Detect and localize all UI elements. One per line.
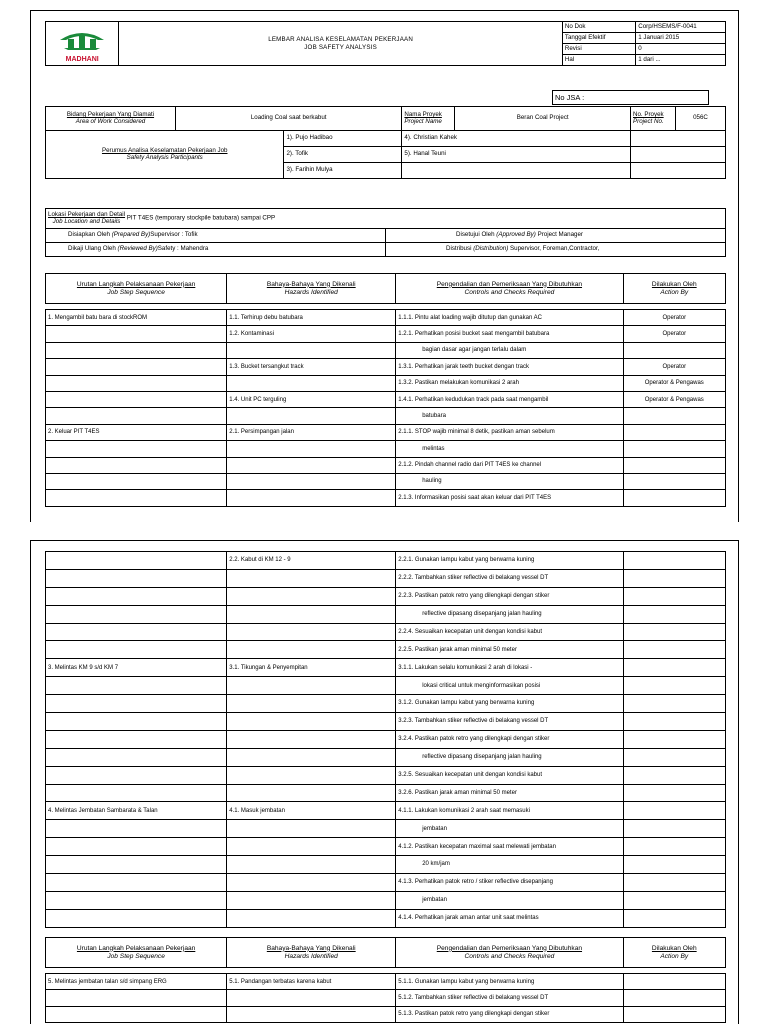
projno-label: No. Proyek [633,111,664,118]
table-row [46,473,726,489]
control-cell: 3.2.4. Pastikan patok retro yang dilengkapi dengan stiker [396,730,623,748]
step-cell [46,713,227,731]
action-cell [623,605,725,623]
action-cell [623,457,725,473]
hazard-cell [227,784,396,802]
step-cell [46,909,227,927]
project-value: Beran Coal Project [455,107,631,131]
control-cell: reflective dipasang disepanjang jalan hauling [396,748,623,766]
jsa-rows-page-1 [46,310,726,507]
step-cell [46,784,227,802]
action-cell [623,623,725,641]
prepared-label: Disiapkan Oleh [68,231,110,239]
col-header-hazard-en: Hazards Identified [284,288,338,296]
control-cell: 4.1.2. Pastikan kecepatan maximal saat melewati jembatan [396,838,623,856]
jsa-table-page-3 [45,937,726,1023]
hazard-cell [227,766,396,784]
col-header-step [46,938,227,968]
step-cell [46,391,227,407]
participant-empty [402,163,631,179]
step-cell [46,990,227,1006]
control-cell: 4.1.3. Perhatikan patok retro / stiker reflective disepanjang [396,874,623,892]
control-cell: 1.1.1. Pintu alat loading wajib ditutup dan gunakan AC [396,310,623,326]
action-cell [623,730,725,748]
step-cell [46,342,227,358]
company-name: MADHANI [65,56,99,64]
area-value: Loading Coal saat berkabut [176,107,402,131]
step-cell [46,490,227,506]
area-label: Bidang Pekerjaan Yang Diamati [66,111,155,118]
step-cell [46,473,227,489]
col-header-step-en: Job Step Sequence [107,952,165,960]
approved-label-en: (Approved By) [496,231,536,239]
col-header-hazard-en: Hazards Identified [284,952,338,960]
action-cell [623,909,725,927]
table-row [46,820,726,838]
hazard-cell [227,605,396,623]
hazard-cell: 2.1. Persimpangan jalan [227,424,396,440]
participant-empty [630,147,725,163]
action-cell: Operator & Pengawas [623,375,725,391]
action-cell [623,342,725,358]
projno-value: 056C [676,107,726,131]
meta-label: No Dok [562,22,635,33]
document-title-en: JOB SAFETY ANALYSIS [304,43,377,51]
project-label: Nama Proyek [404,111,442,118]
step-cell [46,838,227,856]
action-cell [623,695,725,713]
prepared-label-en: (Prepared By) [111,231,151,239]
col-header-step-id: Urutan Langkah Pelaksanaan Pekerjaan [76,280,196,288]
participant-3: 3). Farihin Mulya [284,163,402,179]
location-value: PIT T4ES (temporary stockpile batubara) sampai CPP [126,214,276,222]
control-cell: 5.1.3. Pastikan patok retro yang dilengkapi dengan stiker [396,1006,623,1022]
document-title-id: LEMBAR ANALISA KESELAMATAN PEKERJAAN [268,35,414,43]
hazard-cell [227,677,396,695]
control-cell: 3.2.5. Sesuaikan kecepatan unit dengan kondisi kabut [396,766,623,784]
col-header-action-id: Dilakukan Oleh [651,944,697,952]
action-cell [623,490,725,506]
col-header-step-en: Job Step Sequence [107,288,165,296]
jsa-rows-page-3 [46,974,726,1023]
action-cell [623,424,725,440]
table-row [46,490,726,506]
control-cell: lokasi critical untuk menginformasikan posisi [396,677,623,695]
participants-label-en: Safety Analysis Participants [126,153,203,161]
meta-value: 1 dari ... [636,55,726,66]
step-cell: 2. Keluar PIT T4ES [46,424,227,440]
location-cell [46,209,726,229]
col-header-hazard-id: Bahaya-Bahaya Yang Dikenali [266,280,356,288]
col-header-action-id: Dilakukan Oleh [651,280,697,288]
reviewed-label-en: (Reviewed By) [117,245,158,253]
control-cell: bagian dasar agar jangan terlalu dalam [396,342,623,358]
table-row [46,1006,726,1022]
step-cell [46,856,227,874]
step-cell [46,326,227,342]
col-header-hazard [227,938,396,968]
col-header-action [623,274,725,304]
step-cell [46,695,227,713]
hazard-cell: 4.1. Masuk jembatan [227,802,396,820]
action-cell [623,838,725,856]
step-cell [46,457,227,473]
table-row [46,310,726,326]
action-cell [623,784,725,802]
control-cell: melintas [396,441,623,457]
meta-label: Tanggal Efektif [562,33,635,44]
action-cell [623,677,725,695]
col-header-control-id: Pengendalian dan Pemeriksaan Yang Dibutuhkan [436,280,583,288]
projno-label-en: Project No. [633,117,664,125]
hazard-cell [227,375,396,391]
hazard-cell [227,457,396,473]
control-cell: 20 km/jam [396,856,623,874]
hazard-cell: 5.1. Pandangan terbatas karena kabut [227,974,396,990]
action-cell [623,441,725,457]
no-jsa-label: No JSA : [553,91,709,105]
step-cell [46,641,227,659]
table-row [46,909,726,927]
action-cell: Operator [623,310,725,326]
table-row [46,391,726,407]
distribution-cell [386,243,726,257]
step-cell [46,441,227,457]
hazard-cell [227,874,396,892]
action-cell [623,990,725,1006]
approved-cell [386,229,726,243]
project-label-cell [402,107,455,131]
control-cell: hauling [396,473,623,489]
control-cell: 2.2.3. Pastikan patok retro yang dilengkapi dengan stiker [396,587,623,605]
prepared-value: Supervisor : Tofik [150,231,198,239]
step-cell [46,677,227,695]
hazard-cell: 1.2. Kontaminasi [227,326,396,342]
step-cell [46,408,227,424]
step-cell: 5. Melintas jembatan talan s/d simpang ERG [46,974,227,990]
control-cell: 1.3.1. Perhatikan jarak teeth bucket dengan track [396,359,623,375]
control-cell: 3.1.2. Gunakan lampu kabut yang berwarna kuning [396,695,623,713]
col-header-control [396,274,623,304]
hazard-cell: 3.1. Tikungan & Penyempitan [227,659,396,677]
document-header [45,21,726,66]
hazard-cell [227,748,396,766]
table-row [46,375,726,391]
table-row [46,856,726,874]
job-info-table [45,106,726,179]
participants-label: Perumus Analisa Keselamatan Pekerjaan Job [101,147,228,154]
participant-2: 2). Tofik [284,147,402,163]
hazard-cell: 1.3. Bucket tersangkut track [227,359,396,375]
col-header-hazard [227,274,396,304]
prepared-cell [46,229,386,243]
action-cell: Operator [623,359,725,375]
control-cell: 3.2.3. Tambahkan stiker reflective di belakang vessel DT [396,713,623,731]
control-cell: 2.2.5. Pastikan jarak aman minimal 50 meter [396,641,623,659]
action-cell: Operator & Pengawas [623,391,725,407]
action-cell [623,802,725,820]
hazard-cell [227,441,396,457]
participant-1: 1). Pujo Hadibao [284,131,402,147]
participants-label-cell [46,131,284,179]
control-cell: 2.2.4. Sesuaikan kecepatan unit dengan kondisi kabut [396,623,623,641]
action-cell [623,748,725,766]
hazard-cell [227,820,396,838]
step-cell [46,748,227,766]
step-cell [46,766,227,784]
col-header-control-en: Controls and Checks Required [464,288,555,296]
jsa-rows-page-2 [46,552,726,928]
step-cell [46,587,227,605]
action-cell [623,569,725,587]
table-row [46,587,726,605]
reviewed-cell [46,243,386,257]
table-row [46,605,726,623]
action-cell [623,473,725,489]
table-row [46,569,726,587]
table-row [46,457,726,473]
step-cell [46,359,227,375]
table-row [46,990,726,1006]
table-row [46,552,726,570]
table-row [46,695,726,713]
action-cell [623,552,725,570]
control-cell: 5.1.2. Tambahkan stiker reflective di belakang vessel DT [396,990,623,1006]
control-cell: 1.4.1. Perhatikan kedudukan track pada saat mengambil [396,391,623,407]
table-row [46,784,726,802]
jsa-table-page-1 [45,273,726,507]
control-cell: 4.1.4. Perhatikan jarak aman antar unit saat melintas [396,909,623,927]
meta-label: Revisi [562,44,635,55]
action-cell: Operator [623,326,725,342]
table-row [46,326,726,342]
control-cell: 1.3.2. Pastikan melakukan komunikasi 2 arah [396,375,623,391]
action-cell [623,408,725,424]
location-label-en: Job Location and Details [52,217,121,225]
col-header-action-en: Action By [660,288,689,296]
meta-label: Hal [562,55,635,66]
table-row [46,441,726,457]
table-row [46,342,726,358]
table-row [46,408,726,424]
control-cell: 2.2.1. Gunakan lampu kabut yang berwarna kuning [396,552,623,570]
table-row [46,623,726,641]
control-cell: 4.1.1. Lakukan komunikasi 2 arah saat memasuki [396,802,623,820]
action-cell [623,891,725,909]
action-cell [623,587,725,605]
approved-label: Disetujui Oleh [456,231,495,239]
hazard-cell: 1.1. Terhirup debu batubara [227,310,396,326]
hazard-cell [227,408,396,424]
table-row [46,766,726,784]
project-label-en: Project Name [404,117,442,125]
no-jsa-box [552,90,709,105]
hazard-cell: 2.2. Kabut di KM 12 - 9 [227,552,396,570]
table-row [46,748,726,766]
table-row [46,359,726,375]
action-cell [623,713,725,731]
control-cell: batubara [396,408,623,424]
col-header-hazard-id: Bahaya-Bahaya Yang Dikenali [266,944,356,952]
table-row [46,891,726,909]
table-row [46,802,726,820]
hazard-cell [227,730,396,748]
action-cell [623,856,725,874]
distribution-label-en: (Distribution) [473,245,509,253]
action-cell [623,659,725,677]
table-row [46,677,726,695]
col-header-control [396,938,623,968]
table-row [46,974,726,990]
step-cell [46,730,227,748]
control-cell: jembatan [396,820,623,838]
hazard-cell [227,342,396,358]
action-cell [623,766,725,784]
hazard-cell [227,695,396,713]
control-cell: jembatan [396,891,623,909]
action-cell [623,974,725,990]
step-cell [46,820,227,838]
location-label: Lokasi Pekerjaan dan Detail [48,211,126,218]
control-cell: 5.1.1. Gunakan lampu kabut yang berwarna kuning [396,974,623,990]
col-header-action-en: Action By [660,952,689,960]
jsa-table-page-2 [45,551,726,928]
hazard-cell [227,990,396,1006]
hazard-cell [227,473,396,489]
hazard-cell [227,623,396,641]
approval-table [45,208,726,257]
step-cell [46,874,227,892]
meta-value: Corp/HSEMS/F-0041 [636,22,726,33]
step-cell [46,1006,227,1022]
col-header-control-en: Controls and Checks Required [464,952,555,960]
area-label-en: Area of Work Considered [75,117,146,125]
step-cell: 4. Melintas Jembatan Sambarata & Talan [46,802,227,820]
table-row [46,874,726,892]
participant-empty [630,163,725,179]
table-row [46,424,726,440]
action-cell [623,1006,725,1022]
control-cell: 1.2.1. Perhatikan posisi bucket saat mengambil batubara [396,326,623,342]
step-cell [46,569,227,587]
form-page-2 [30,540,739,1024]
step-cell: 1. Mengambil batu bara di stockROM [46,310,227,326]
control-cell: 2.1.1. STOP wajib minimal 8 detik, pastikan aman sebelum [396,424,623,440]
participant-4: 4). Christian Kahek [402,131,631,147]
company-logo-cell [46,22,119,66]
step-cell: 3. Melintas KM 9 s/d KM 7 [46,659,227,677]
col-header-action [623,938,725,968]
step-cell [46,623,227,641]
meta-value: 0 [636,44,726,55]
hazard-cell [227,891,396,909]
distribution-value: Supervisor, Foreman,Contractor, [510,245,600,253]
approved-value: Project Manager [537,231,583,239]
table-row [46,659,726,677]
table-row [46,713,726,731]
control-cell: 2.1.3. Informasikan posisi saat akan keluar dari PIT T4ES [396,490,623,506]
hazard-cell [227,838,396,856]
control-cell: reflective dipasang disepanjang jalan hauling [396,605,623,623]
action-cell [623,874,725,892]
table-row [46,838,726,856]
action-cell [623,820,725,838]
hazard-cell [227,856,396,874]
participant-5: 5). Hanal Teuni [402,147,631,163]
control-cell: 3.1.1. Lakukan selalu komunikasi 2 arah di lokasi - [396,659,623,677]
hazard-cell [227,641,396,659]
reviewed-label: Dikaji Ulang Oleh [68,245,116,253]
projno-label-cell [631,107,676,131]
step-cell [46,891,227,909]
table-row [46,641,726,659]
distribution-label: Distribusi [446,245,472,253]
hazard-cell [227,1006,396,1022]
control-cell: 2.1.2. Pindah channel radio dari PIT T4ES ke channel [396,457,623,473]
form-page-1 [30,10,739,522]
hazard-cell [227,569,396,587]
col-header-step [46,274,227,304]
step-cell [46,605,227,623]
hazard-cell [227,713,396,731]
reviewed-value: Safety : Mahendra [157,245,209,253]
document-title-cell [119,22,562,66]
hazard-cell [227,587,396,605]
area-label-cell [46,107,176,131]
meta-value: 1 Januari 2015 [636,33,726,44]
control-cell: 3.2.6. Pastikan jarak aman minimal 50 meter [396,784,623,802]
step-cell [46,552,227,570]
control-cell: 2.2.2. Tambahkan stiker reflective di belakang vessel DT [396,569,623,587]
col-header-step-id: Urutan Langkah Pelaksanaan Pekerjaan [76,944,196,952]
col-header-control-id: Pengendalian dan Pemeriksaan Yang Dibutuhkan [436,944,583,952]
hazard-cell: 1.4. Unit PC terguling [227,391,396,407]
hazard-cell [227,490,396,506]
table-row [46,730,726,748]
action-cell [623,641,725,659]
step-cell [46,375,227,391]
hazard-cell [227,909,396,927]
participant-empty [630,131,725,147]
